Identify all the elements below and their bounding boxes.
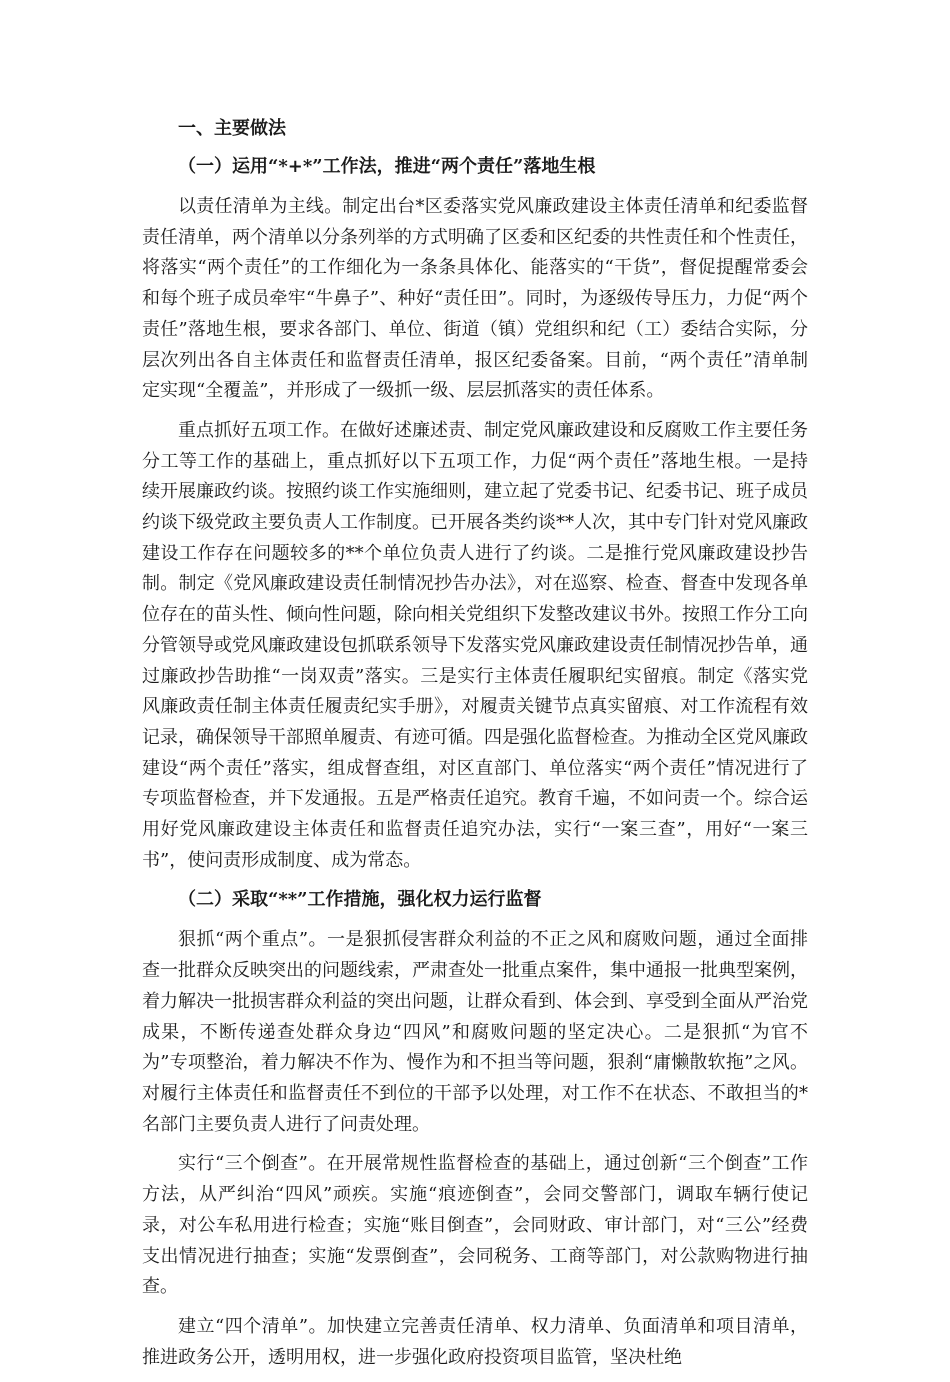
section-title: 一、主要做法 <box>178 118 286 139</box>
paragraph-3: 狠抓“两个重点”。一是狠抓侵害群众利益的不正之风和腐败问题，通过全面排查一批群众反映突出的问题线索，严肃查处一批重点案件，集中通报一批典型案例，着力解决一批损害群众利益的突出问题，让群众看到、体会到、享受到全面从严治党成果，不断传递查处群众身边“四风”和腐败问题的坚定决心。二是狠抓“为官不为”专项整治，着力解决不作为、慢作为和不担当等问题，狠刹“庸懒散软拖”之风。对履行主体责任和监督责任不到位的干部予以处理，对工作不在状态、不敢担当的*名部门主要负责人进行了问责处理。 <box>142 929 808 1135</box>
paragraph-2: 重点抓好五项工作。在做好述廉述责、制定党风廉政建设和反腐败工作主要任务分工等工作的基础上，重点抓好以下五项工作，力促“两个责任”落地生根。一是持续开展廉政约谈。按照约谈工作实施细则，建立起了党委书记、纪委书记、班子成员约谈下级党政主要负责人工作制度。已开展各类约谈**人次，其中专门针对党风廉政建设工作存在问题较多的**个单位负责人进行了约谈。二是推行党风廉政建设抄告制。制定《党风廉政建设责任制情况抄告办法》，对在巡察、检查、督查中发现各单位存在的苗头性、倾向性问题，除向相关党组织下发整改建议书外。按照工作分工向分管领导或党风廉政建设包抓联系领导下发落实党风廉政建设责任制情况抄告单，通过廉政抄告助推“一岗双责”落实。三是实行主体责任履职纪实留痕。制定《落实党风廉政责任制主体责任履责纪实手册》，对履责关键节点真实留痕、对工作流程有效记录，确保领导干部照单履责、有迹可循。四是强化监督检查。为推动全区党风廉政建设“两个责任”落实，组成督查组，对区直部门、单位落实“两个责任”情况进行了专项监督检查，并下发通报。五是严格责任追究。教育千遍，不如问责一个。综合运用好党风廉政建设主体责任和监督责任追究办法，实行“一案三查”，用好“一案三书”，使问责形成制度、成为常态。 <box>142 419 808 871</box>
paragraph-5: 建立“四个清单”。加快建立完善责任清单、权力清单、负面清单和项目清单，推进政务公开，透明用权，进一步强化政府投资项目监管，坚决杜绝 <box>142 1315 808 1368</box>
paragraph-4: 实行“三个倒查”。在开展常规性监督检查的基础上，通过创新“三个倒查”工作方法，从严纠治“四风”顽疾。实施“痕迹倒查”，会同交警部门，调取车辆行使记录，对公车私用进行检查；实施“账目倒查”，会同财政、审计部门，对“三公”经费支出情况进行抽查；实施“发票倒查”，会同税务、工商等部门，对公款购物进行抽查。 <box>142 1153 808 1298</box>
subsection-title-1: （一）运用“*+*”工作法，推进“两个责任”落地生根 <box>178 156 596 177</box>
document-body <box>142 114 808 1382</box>
subsection-title-2: （二）采取“**”工作措施，强化权力运行监督 <box>178 889 542 911</box>
paragraph-1: 以责任清单为主线。制定出台*区委落实党风廉政建设主体责任清单和纪委监督责任清单，两个清单以分条列举的方式明确了区委和区纪委的共性责任和个性责任，将落实“两个责任”的工作细化为一条条具体化、能落实的“干货”，督促提醒常委会和每个班子成员牵牢“牛鼻子”、种好“责任田”。同时，为逐级传导压力，力促“两个责任”落地生根，要求各部门、单位、街道（镇）党组织和纪（工）委结合实际，分层次列出各自主体责任和监督责任清单，报区纪委备案。目前，“两个责任”清单制定实现“全覆盖”，并形成了一级抓一级、层层抓落实的责任体系。 <box>142 196 808 402</box>
